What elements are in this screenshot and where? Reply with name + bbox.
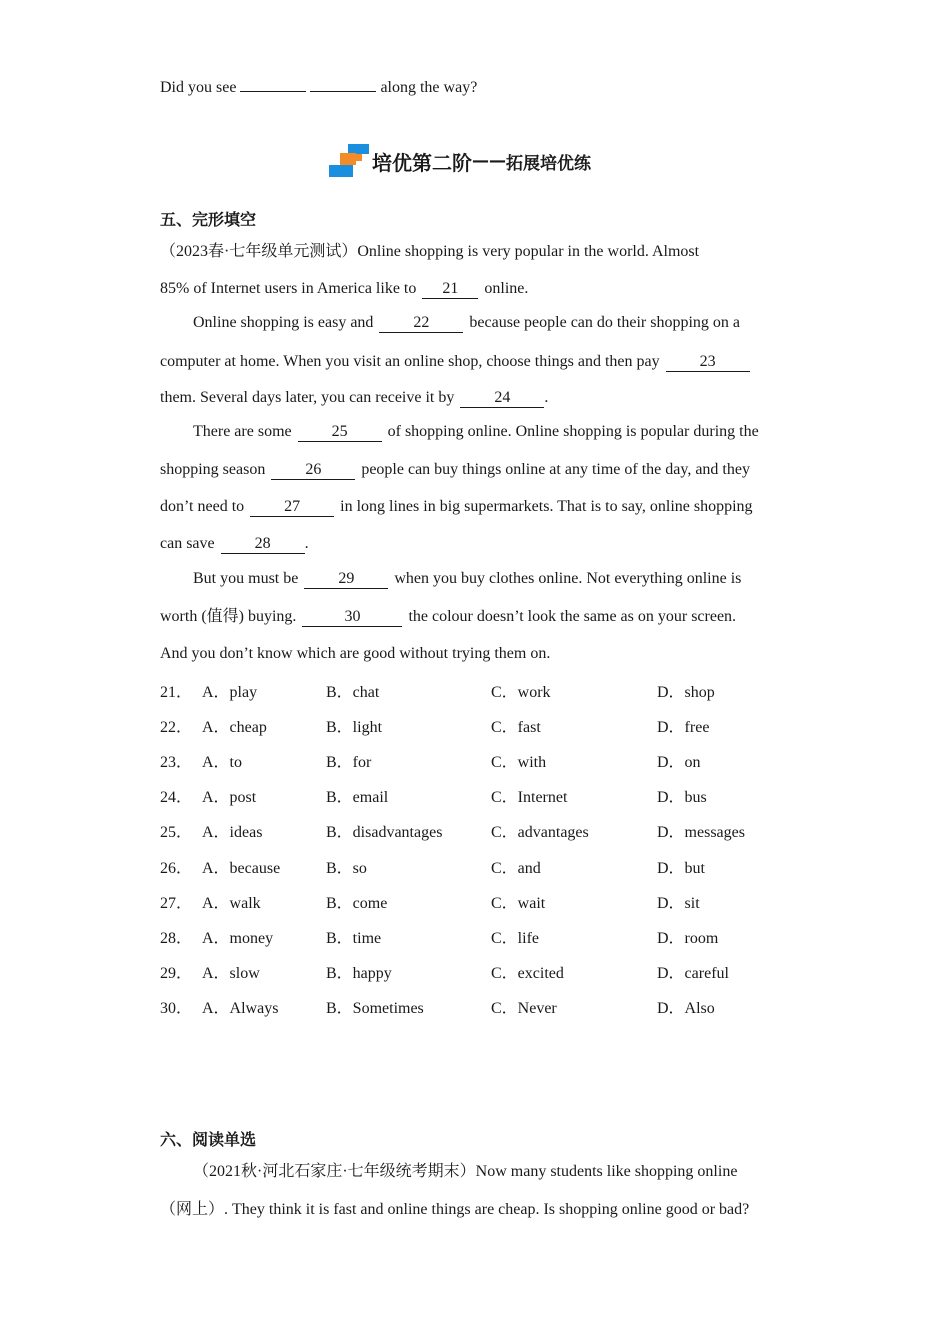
- cloze-blank: 24: [460, 389, 544, 408]
- cloze-blank: 30: [302, 608, 402, 627]
- option-b: B．disadvantages: [326, 824, 443, 842]
- cloze-blank: 26: [271, 461, 355, 480]
- question-number: 29．: [160, 964, 193, 982]
- section5-heading: 五、完形填空: [160, 210, 257, 229]
- question-number: 25．: [160, 824, 193, 842]
- option-d: D．room: [657, 929, 719, 947]
- question-number: 21．: [160, 684, 193, 701]
- question-number: 30．: [160, 999, 193, 1017]
- cloze-blank: 29: [304, 570, 388, 589]
- passage-line: computer at home. When you visit an online shop, choose things and then pay 23: [160, 352, 756, 372]
- option-row: [160, 679, 800, 699]
- cloze-blank: 28: [221, 535, 305, 554]
- passage-line: （2023春·七年级单元测试）Online shopping is very popular in the world. Almost: [160, 243, 700, 260]
- option-d: D．Also: [657, 999, 715, 1017]
- option-b: B．Sometimes: [326, 999, 424, 1017]
- option-b: B．chat: [326, 684, 380, 701]
- question-number: 24．: [160, 789, 193, 807]
- option-a: A．to: [202, 754, 243, 772]
- option-c: C．excited: [491, 964, 564, 982]
- passage-line: There are some 25 of shopping online. Online shopping is popular during the: [193, 423, 759, 440]
- passage-line: don’t need to 27 in long lines in big supermarkets. That is to say, online shopping: [160, 498, 753, 515]
- option-c: C．fast: [491, 719, 541, 737]
- answer-blank-1: [240, 75, 306, 92]
- cloze-blank: 27: [250, 498, 334, 517]
- option-a: A．Always: [202, 999, 279, 1017]
- passage-line: （网上）. They think it is fast and online things are cheap. Is shopping online good or bad?: [160, 1201, 750, 1218]
- cloze-blank: 21: [422, 280, 478, 299]
- question-number: 23．: [160, 754, 193, 772]
- option-d: D．free: [657, 719, 710, 737]
- option-b: B．for: [326, 754, 372, 772]
- cloze-blank: 22: [379, 314, 463, 333]
- passage-line: But you must be 29 when you buy clothes online. Not everything online is: [193, 570, 742, 587]
- option-c: C．Internet: [491, 789, 568, 807]
- stacked-blocks-icon: [328, 144, 370, 178]
- option-d: D．careful: [657, 964, 729, 982]
- option-a: A．money: [202, 929, 274, 947]
- passage-line: can save 28 .: [160, 535, 309, 552]
- option-d: D．but: [657, 859, 706, 877]
- option-b: B．time: [326, 929, 382, 947]
- section6-heading: 六、阅读单选: [160, 1130, 257, 1149]
- option-row: [160, 960, 800, 980]
- question-number: 28．: [160, 929, 193, 947]
- banner-dash: ——: [472, 151, 506, 171]
- option-c: C．advantages: [491, 824, 589, 842]
- option-c: C．with: [491, 754, 547, 772]
- section-banner: [328, 141, 591, 181]
- option-b: B．happy: [326, 964, 392, 982]
- option-b: B．so: [326, 859, 367, 877]
- option-d: D．bus: [657, 789, 707, 807]
- option-c: C．life: [491, 929, 539, 947]
- passage-line: And you don’t know which are good without trying them on.: [160, 645, 551, 662]
- option-a: A．slow: [202, 964, 260, 982]
- passage-line: them. Several days later, you can receive it by 24 .: [160, 389, 549, 406]
- option-row: [160, 714, 800, 737]
- top-question-line: Did you see along the way?: [160, 75, 477, 98]
- option-c: C．work: [491, 684, 551, 701]
- option-d: D．on: [657, 754, 701, 772]
- option-row: [160, 925, 800, 945]
- option-d: D．sit: [657, 894, 700, 912]
- banner-title: 培优第二阶: [372, 150, 472, 175]
- answer-blank-2: [310, 75, 376, 92]
- option-a: A．walk: [202, 894, 261, 912]
- option-b: B．email: [326, 789, 389, 807]
- option-row: [160, 995, 800, 1015]
- passage-line: 85% of Internet users in America like to 21 online.: [160, 280, 529, 297]
- question-number: 27．: [160, 894, 193, 912]
- option-row: [160, 819, 800, 842]
- option-d: D．messages: [657, 824, 745, 842]
- option-row: [160, 749, 800, 772]
- question-number: 22．: [160, 719, 193, 737]
- passage-line: Online shopping is easy and 22 because people can do their shopping on a: [193, 314, 740, 331]
- option-c: C．Never: [491, 999, 557, 1017]
- option-b: B．light: [326, 719, 383, 737]
- passage-line: worth (值得) buying. 30 the colour doesn’t look the same as on your screen.: [160, 608, 737, 625]
- cloze-blank: 25: [298, 423, 382, 442]
- option-b: B．come: [326, 894, 388, 912]
- option-a: A．cheap: [202, 719, 267, 737]
- option-a: A．post: [202, 789, 257, 807]
- cloze-blank: 23: [666, 353, 750, 372]
- option-a: A．because: [202, 859, 281, 877]
- option-c: C．and: [491, 859, 541, 877]
- question-number: 26．: [160, 859, 193, 877]
- option-a: A．play: [202, 684, 258, 701]
- option-row: [160, 855, 800, 875]
- passage-line: （2021秋·河北石家庄·七年级统考期末）Now many students like shopping online: [193, 1163, 738, 1180]
- option-row: [160, 890, 800, 910]
- option-row: [160, 784, 800, 807]
- passage-line: shopping season 26 people can buy things online at any time of the day, and they: [160, 461, 750, 478]
- banner-subtitle: 拓展培优练: [506, 153, 591, 174]
- option-d: D．shop: [657, 684, 715, 701]
- option-c: C．wait: [491, 894, 546, 912]
- option-a: A．ideas: [202, 824, 263, 842]
